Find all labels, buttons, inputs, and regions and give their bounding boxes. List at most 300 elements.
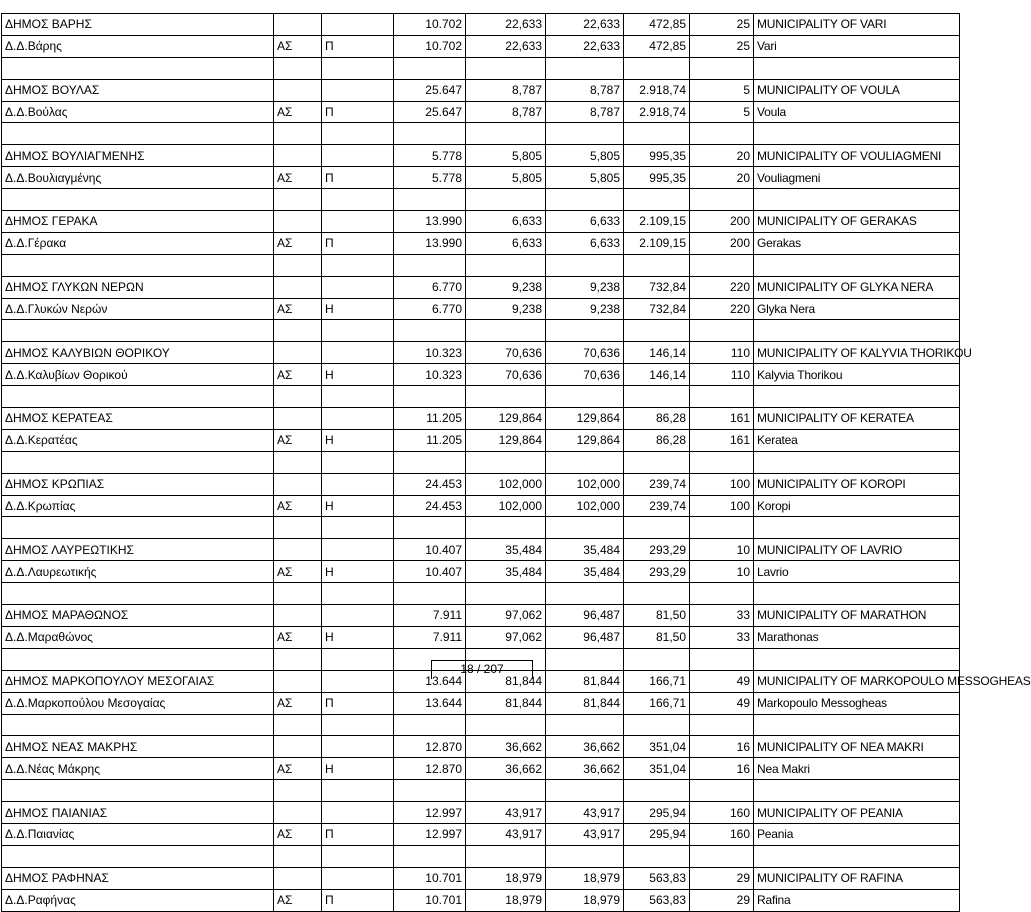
empty-cell [322, 780, 394, 802]
spacer-row [2, 320, 960, 342]
area-cell: 5,805 [466, 167, 546, 189]
population-cell: 24.453 [394, 495, 466, 517]
population-cell: 24.453 [394, 473, 466, 495]
empty-cell [754, 648, 960, 670]
type-cell: ΑΣ [274, 35, 322, 57]
empty-cell [466, 189, 546, 211]
empty-cell [624, 845, 690, 867]
density-cell: 86,28 [624, 408, 690, 430]
population-cell: 10.407 [394, 539, 466, 561]
empty-cell [754, 320, 960, 342]
empty-cell [322, 57, 394, 79]
empty-cell [274, 57, 322, 79]
empty-cell [754, 714, 960, 736]
empty-cell [624, 386, 690, 408]
name-cell: Δ.Δ.Βάρης [2, 35, 274, 57]
spacer-row [2, 517, 960, 539]
empty-cell [690, 845, 754, 867]
density-cell: 166,71 [624, 692, 690, 714]
altitude-cell: 49 [690, 670, 754, 692]
empty-cell [754, 451, 960, 473]
district-row [2, 101, 960, 123]
type-cell: ΑΣ [274, 758, 322, 780]
altitude-cell: 16 [690, 758, 754, 780]
empty-cell [274, 780, 322, 802]
area-b-cell: 96,487 [546, 605, 624, 627]
altitude-cell: 25 [690, 35, 754, 57]
altitude-cell: 100 [690, 473, 754, 495]
type-cell [274, 605, 322, 627]
population-cell: 6.770 [394, 298, 466, 320]
empty-cell [394, 123, 466, 145]
empty-cell [322, 845, 394, 867]
empty-cell [466, 714, 546, 736]
empty-cell [624, 517, 690, 539]
english-name-cell: MUNICIPALITY OF MARATHON [754, 605, 960, 627]
english-name-cell: Peania [754, 823, 960, 845]
area-b-cell: 22,633 [546, 14, 624, 36]
area-b-cell: 36,662 [546, 758, 624, 780]
empty-cell [394, 583, 466, 605]
english-name-cell: MUNICIPALITY OF RAFINA [754, 867, 960, 889]
name-cell: Δ.Δ.Καλυβίων Θορικού [2, 364, 274, 386]
name-cell: ΔΗΜΟΣ ΒΑΡΗΣ [2, 14, 274, 36]
empty-cell [546, 254, 624, 276]
empty-cell [394, 320, 466, 342]
altitude-cell: 161 [690, 408, 754, 430]
empty-cell [2, 57, 274, 79]
population-cell: 5.778 [394, 145, 466, 167]
type-cell: ΑΣ [274, 429, 322, 451]
empty-cell [2, 714, 274, 736]
spacer-row [2, 780, 960, 802]
district-row [2, 429, 960, 451]
altitude-cell: 33 [690, 605, 754, 627]
english-name-cell: Rafina [754, 889, 960, 911]
altitude-cell: 161 [690, 429, 754, 451]
empty-cell [322, 123, 394, 145]
name-cell: Δ.Δ.Γλυκών Νερών [2, 298, 274, 320]
type-cell: ΑΣ [274, 167, 322, 189]
population-cell: 13.644 [394, 670, 466, 692]
density-cell: 166,71 [624, 670, 690, 692]
name-cell: ΔΗΜΟΣ ΚΡΩΠΙΑΣ [2, 473, 274, 495]
empty-cell [690, 714, 754, 736]
altitude-cell: 16 [690, 736, 754, 758]
area-b-cell: 18,979 [546, 889, 624, 911]
code-cell [322, 145, 394, 167]
empty-cell [754, 845, 960, 867]
area-b-cell: 5,805 [546, 145, 624, 167]
municipality-row [2, 473, 960, 495]
spacer-row [2, 189, 960, 211]
empty-cell [322, 517, 394, 539]
area-b-cell: 36,662 [546, 736, 624, 758]
page-number: 18 / 207 [431, 660, 533, 679]
empty-cell [274, 386, 322, 408]
empty-cell [274, 845, 322, 867]
empty-cell [466, 386, 546, 408]
empty-cell [2, 583, 274, 605]
population-cell: 6.770 [394, 276, 466, 298]
empty-cell [624, 583, 690, 605]
empty-cell [690, 320, 754, 342]
code-cell [322, 276, 394, 298]
empty-cell [690, 780, 754, 802]
empty-cell [2, 386, 274, 408]
altitude-cell: 29 [690, 889, 754, 911]
area-cell: 35,484 [466, 561, 546, 583]
density-cell: 351,04 [624, 736, 690, 758]
code-cell [322, 605, 394, 627]
code-cell [322, 867, 394, 889]
area-cell: 36,662 [466, 736, 546, 758]
code-cell: Η [322, 495, 394, 517]
name-cell: Δ.Δ.Κρωπίας [2, 495, 274, 517]
altitude-cell: 220 [690, 298, 754, 320]
empty-cell [322, 648, 394, 670]
empty-cell [322, 583, 394, 605]
type-cell [274, 867, 322, 889]
name-cell: ΔΗΜΟΣ ΛΑΥΡΕΩΤΙΚΗΣ [2, 539, 274, 561]
area-b-cell: 129,864 [546, 429, 624, 451]
density-cell: 2.109,15 [624, 232, 690, 254]
english-name-cell: MUNICIPALITY OF KALYVIA THORIKOU [754, 342, 960, 364]
type-cell [274, 473, 322, 495]
area-cell: 9,238 [466, 298, 546, 320]
municipality-row [2, 14, 960, 36]
spacer-row [2, 254, 960, 276]
altitude-cell: 49 [690, 692, 754, 714]
population-cell: 10.702 [394, 14, 466, 36]
empty-cell [322, 254, 394, 276]
empty-cell [546, 123, 624, 145]
type-cell: ΑΣ [274, 101, 322, 123]
code-cell: Π [322, 232, 394, 254]
empty-cell [546, 189, 624, 211]
empty-cell [624, 254, 690, 276]
english-name-cell: Glyka Nera [754, 298, 960, 320]
altitude-cell: 110 [690, 364, 754, 386]
area-b-cell: 81,844 [546, 670, 624, 692]
density-cell: 2.918,74 [624, 79, 690, 101]
area-cell: 70,636 [466, 364, 546, 386]
english-name-cell: Gerakas [754, 232, 960, 254]
english-name-cell: MUNICIPALITY OF VOULA [754, 79, 960, 101]
area-cell: 5,805 [466, 145, 546, 167]
empty-cell [546, 57, 624, 79]
municipality-row [2, 211, 960, 233]
district-row [2, 889, 960, 911]
area-b-cell: 5,805 [546, 167, 624, 189]
empty-cell [394, 57, 466, 79]
population-cell: 10.323 [394, 342, 466, 364]
municipality-row [2, 408, 960, 430]
empty-cell [2, 517, 274, 539]
area-cell: 36,662 [466, 758, 546, 780]
type-cell: ΑΣ [274, 823, 322, 845]
area-cell: 81,844 [466, 692, 546, 714]
district-row [2, 561, 960, 583]
name-cell: Δ.Δ.Γέρακα [2, 232, 274, 254]
empty-cell [274, 189, 322, 211]
empty-cell [546, 780, 624, 802]
empty-cell [274, 451, 322, 473]
population-cell: 12.997 [394, 823, 466, 845]
density-cell: 293,29 [624, 561, 690, 583]
area-b-cell: 43,917 [546, 823, 624, 845]
name-cell: ΔΗΜΟΣ ΒΟΥΛΙΑΓΜΕΝΗΣ [2, 145, 274, 167]
english-name-cell: Voula [754, 101, 960, 123]
name-cell: Δ.Δ.Κερατέας [2, 429, 274, 451]
name-cell: ΔΗΜΟΣ ΠΑΙΑΝΙΑΣ [2, 802, 274, 824]
municipality-row [2, 539, 960, 561]
english-name-cell: MUNICIPALITY OF VARI [754, 14, 960, 36]
density-cell: 239,74 [624, 495, 690, 517]
code-cell: Η [322, 626, 394, 648]
empty-cell [546, 517, 624, 539]
empty-cell [624, 780, 690, 802]
municipality-row [2, 605, 960, 627]
municipality-row [2, 867, 960, 889]
area-b-cell: 6,633 [546, 232, 624, 254]
density-cell: 295,94 [624, 802, 690, 824]
empty-cell [274, 714, 322, 736]
empty-cell [2, 189, 274, 211]
district-row [2, 298, 960, 320]
density-cell: 239,74 [624, 473, 690, 495]
code-cell: Η [322, 758, 394, 780]
density-cell: 86,28 [624, 429, 690, 451]
name-cell: ΔΗΜΟΣ ΚΕΡΑΤΕΑΣ [2, 408, 274, 430]
altitude-cell: 33 [690, 626, 754, 648]
area-cell: 129,864 [466, 429, 546, 451]
empty-cell [274, 583, 322, 605]
name-cell: ΔΗΜΟΣ ΓΕΡΑΚΑ [2, 211, 274, 233]
district-row [2, 35, 960, 57]
empty-cell [394, 714, 466, 736]
area-cell: 8,787 [466, 101, 546, 123]
population-cell: 10.701 [394, 867, 466, 889]
density-cell: 293,29 [624, 539, 690, 561]
english-name-cell: MUNICIPALITY OF KOROPI [754, 473, 960, 495]
empty-cell [624, 123, 690, 145]
area-cell: 22,633 [466, 14, 546, 36]
type-cell: ΑΣ [274, 364, 322, 386]
type-cell: ΑΣ [274, 561, 322, 583]
population-cell: 12.997 [394, 802, 466, 824]
population-cell: 10.407 [394, 561, 466, 583]
district-row [2, 495, 960, 517]
area-b-cell: 70,636 [546, 342, 624, 364]
english-name-cell: Kalyvia Thorikou [754, 364, 960, 386]
density-cell: 472,85 [624, 35, 690, 57]
code-cell [322, 79, 394, 101]
name-cell: ΔΗΜΟΣ ΓΛΥΚΩΝ ΝΕΡΩΝ [2, 276, 274, 298]
altitude-cell: 29 [690, 867, 754, 889]
population-cell: 13.990 [394, 211, 466, 233]
english-name-cell: MUNICIPALITY OF PEANIA [754, 802, 960, 824]
code-cell [322, 539, 394, 561]
english-name-cell: MUNICIPALITY OF NEA MAKRI [754, 736, 960, 758]
empty-cell [274, 648, 322, 670]
empty-cell [394, 845, 466, 867]
type-cell: ΑΣ [274, 692, 322, 714]
municipality-row [2, 276, 960, 298]
district-row [2, 823, 960, 845]
density-cell: 472,85 [624, 14, 690, 36]
empty-cell [322, 386, 394, 408]
empty-cell [546, 320, 624, 342]
english-name-cell: MUNICIPALITY OF VOULIAGMENI [754, 145, 960, 167]
empty-cell [466, 517, 546, 539]
name-cell: Δ.Δ.Παιανίας [2, 823, 274, 845]
area-b-cell: 102,000 [546, 495, 624, 517]
spacer-row [2, 583, 960, 605]
empty-cell [2, 123, 274, 145]
area-b-cell: 43,917 [546, 802, 624, 824]
code-cell [322, 408, 394, 430]
population-cell: 11.205 [394, 429, 466, 451]
density-cell: 81,50 [624, 626, 690, 648]
population-cell: 10.702 [394, 35, 466, 57]
density-cell: 295,94 [624, 823, 690, 845]
spacer-row [2, 845, 960, 867]
municipality-row [2, 145, 960, 167]
empty-cell [624, 189, 690, 211]
code-cell: Η [322, 364, 394, 386]
area-cell: 43,917 [466, 802, 546, 824]
empty-cell [466, 320, 546, 342]
name-cell: Δ.Δ.Ραφήνας [2, 889, 274, 911]
spacer-row [2, 386, 960, 408]
spacer-row [2, 123, 960, 145]
type-cell [274, 79, 322, 101]
empty-cell [274, 254, 322, 276]
area-cell: 22,633 [466, 35, 546, 57]
population-cell: 25.647 [394, 101, 466, 123]
code-cell [322, 473, 394, 495]
area-b-cell: 9,238 [546, 276, 624, 298]
population-cell: 7.911 [394, 626, 466, 648]
area-cell: 9,238 [466, 276, 546, 298]
empty-cell [2, 254, 274, 276]
empty-cell [466, 254, 546, 276]
empty-cell [754, 583, 960, 605]
area-cell: 18,979 [466, 867, 546, 889]
area-cell: 35,484 [466, 539, 546, 561]
area-cell: 43,917 [466, 823, 546, 845]
empty-cell [322, 320, 394, 342]
type-cell: ΑΣ [274, 495, 322, 517]
spacer-row [2, 451, 960, 473]
name-cell: Δ.Δ.Μαρκοπούλου Μεσογαίας [2, 692, 274, 714]
empty-cell [690, 648, 754, 670]
type-cell [274, 145, 322, 167]
altitude-cell: 100 [690, 495, 754, 517]
municipality-row [2, 736, 960, 758]
spacer-row [2, 714, 960, 736]
population-cell: 10.701 [394, 889, 466, 911]
spacer-row [2, 57, 960, 79]
area-cell: 81,844 [466, 670, 546, 692]
density-cell: 146,14 [624, 342, 690, 364]
density-cell: 563,83 [624, 867, 690, 889]
district-row [2, 758, 960, 780]
empty-cell [394, 386, 466, 408]
code-cell: Π [322, 101, 394, 123]
district-row [2, 626, 960, 648]
type-cell: ΑΣ [274, 889, 322, 911]
population-cell: 25.647 [394, 79, 466, 101]
empty-cell [546, 386, 624, 408]
municipality-row [2, 802, 960, 824]
empty-cell [624, 648, 690, 670]
area-b-cell: 8,787 [546, 79, 624, 101]
code-cell: Π [322, 692, 394, 714]
municipality-row [2, 79, 960, 101]
empty-cell [690, 517, 754, 539]
empty-cell [546, 451, 624, 473]
area-b-cell: 8,787 [546, 101, 624, 123]
area-cell: 70,636 [466, 342, 546, 364]
empty-cell [624, 320, 690, 342]
population-cell: 12.870 [394, 758, 466, 780]
english-name-cell: MUNICIPALITY OF GERAKAS [754, 211, 960, 233]
empty-cell [322, 714, 394, 736]
density-cell: 2.109,15 [624, 211, 690, 233]
density-cell: 2.918,74 [624, 101, 690, 123]
code-cell [322, 342, 394, 364]
code-cell: Η [322, 429, 394, 451]
empty-cell [394, 780, 466, 802]
district-row [2, 364, 960, 386]
empty-cell [754, 780, 960, 802]
area-cell: 102,000 [466, 473, 546, 495]
empty-cell [754, 517, 960, 539]
area-b-cell: 22,633 [546, 35, 624, 57]
empty-cell [466, 845, 546, 867]
english-name-cell: Keratea [754, 429, 960, 451]
empty-cell [624, 714, 690, 736]
empty-cell [274, 517, 322, 539]
empty-cell [2, 451, 274, 473]
area-b-cell: 9,238 [546, 298, 624, 320]
code-cell: Η [322, 561, 394, 583]
english-name-cell: MUNICIPALITY OF KERATEA [754, 408, 960, 430]
area-b-cell: 35,484 [546, 539, 624, 561]
type-cell [274, 211, 322, 233]
name-cell: Δ.Δ.Βουλιαγμένης [2, 167, 274, 189]
area-b-cell: 70,636 [546, 364, 624, 386]
density-cell: 732,84 [624, 276, 690, 298]
empty-cell [274, 123, 322, 145]
type-cell [274, 670, 322, 692]
empty-cell [546, 583, 624, 605]
municipality-table [1, 13, 1031, 912]
empty-cell [754, 189, 960, 211]
code-cell [322, 211, 394, 233]
population-cell: 5.778 [394, 167, 466, 189]
code-cell: Π [322, 889, 394, 911]
population-cell: 11.205 [394, 408, 466, 430]
altitude-cell: 5 [690, 79, 754, 101]
altitude-cell: 160 [690, 802, 754, 824]
type-cell [274, 539, 322, 561]
empty-cell [466, 57, 546, 79]
empty-cell [394, 517, 466, 539]
name-cell: ΔΗΜΟΣ ΚΑΛΥΒΙΩΝ ΘΟΡΙΚΟΥ [2, 342, 274, 364]
